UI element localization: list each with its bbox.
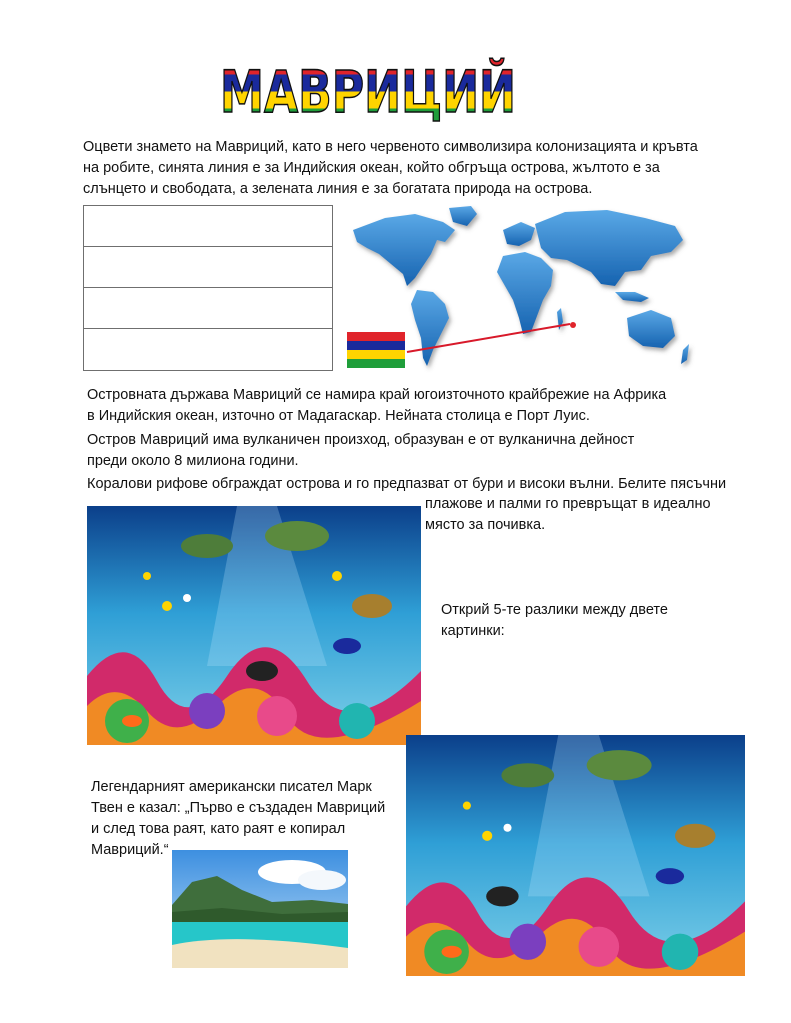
mauritius-flag	[347, 332, 405, 368]
indonesia	[615, 292, 649, 302]
sea-turtle-large	[265, 521, 329, 551]
australia	[627, 310, 675, 348]
new-zealand	[681, 344, 689, 364]
reefs-paragraph-end: плажове и палми го превръщат в идеално място за почивка.	[425, 496, 711, 533]
greenland	[449, 206, 477, 226]
page-title	[218, 58, 609, 126]
flag-coloring-box[interactable]	[83, 205, 333, 371]
intro-text: Оцвети знамето на Мавриций, като в него червеното символизира колонизацията и кръвта на робите, синята линия е за Индийския океан, който обгръща острова, жълтото е за слънцето и свободата, а зелената линия е за богатата природа на острова.	[83, 139, 698, 197]
reefs-paragraph-start: Коралови рифове обграждат острова и го предпазват от бури и високи вълни. Белите пясъчни	[87, 476, 727, 492]
find-differences-task: Открий 5-те разлики между двете картинки:	[441, 602, 668, 639]
sea-turtle	[181, 534, 233, 558]
mauritius-marker	[570, 322, 576, 328]
europe	[503, 222, 535, 246]
location-paragraph: Островната държава Мавриций се намира край югоизточното крайбрежие на Африка в Индийския океан, източно от Мадагаскар. Нейната столица е Порт Луис.	[87, 387, 667, 424]
flag-stripe-4[interactable]	[84, 329, 332, 369]
africa	[497, 252, 553, 334]
north-america	[353, 214, 455, 286]
flag-stripe-2[interactable]	[84, 247, 332, 288]
asia	[535, 210, 683, 286]
svg-text:МАВРИЦИЙ: МАВРИЦИЙ	[220, 58, 609, 126]
volcanic-paragraph: Остров Мавриций има вулканичен произход, образуван е от вулканична дейност преди около 8 милиона години.	[87, 432, 635, 469]
beach-image	[172, 850, 348, 968]
flag-stripe-1[interactable]	[84, 206, 332, 247]
reef-image-1	[87, 506, 421, 745]
world-map	[345, 200, 697, 375]
south-america	[411, 290, 449, 366]
reef-image-2	[406, 735, 745, 976]
flag-stripe-3[interactable]	[84, 288, 332, 329]
mark-twain-quote: Легендарният американски писател Марк Твен е казал: „Първо е създаден Мавриций и след това раят, като раят е копирал Мавриций.“	[91, 779, 386, 858]
